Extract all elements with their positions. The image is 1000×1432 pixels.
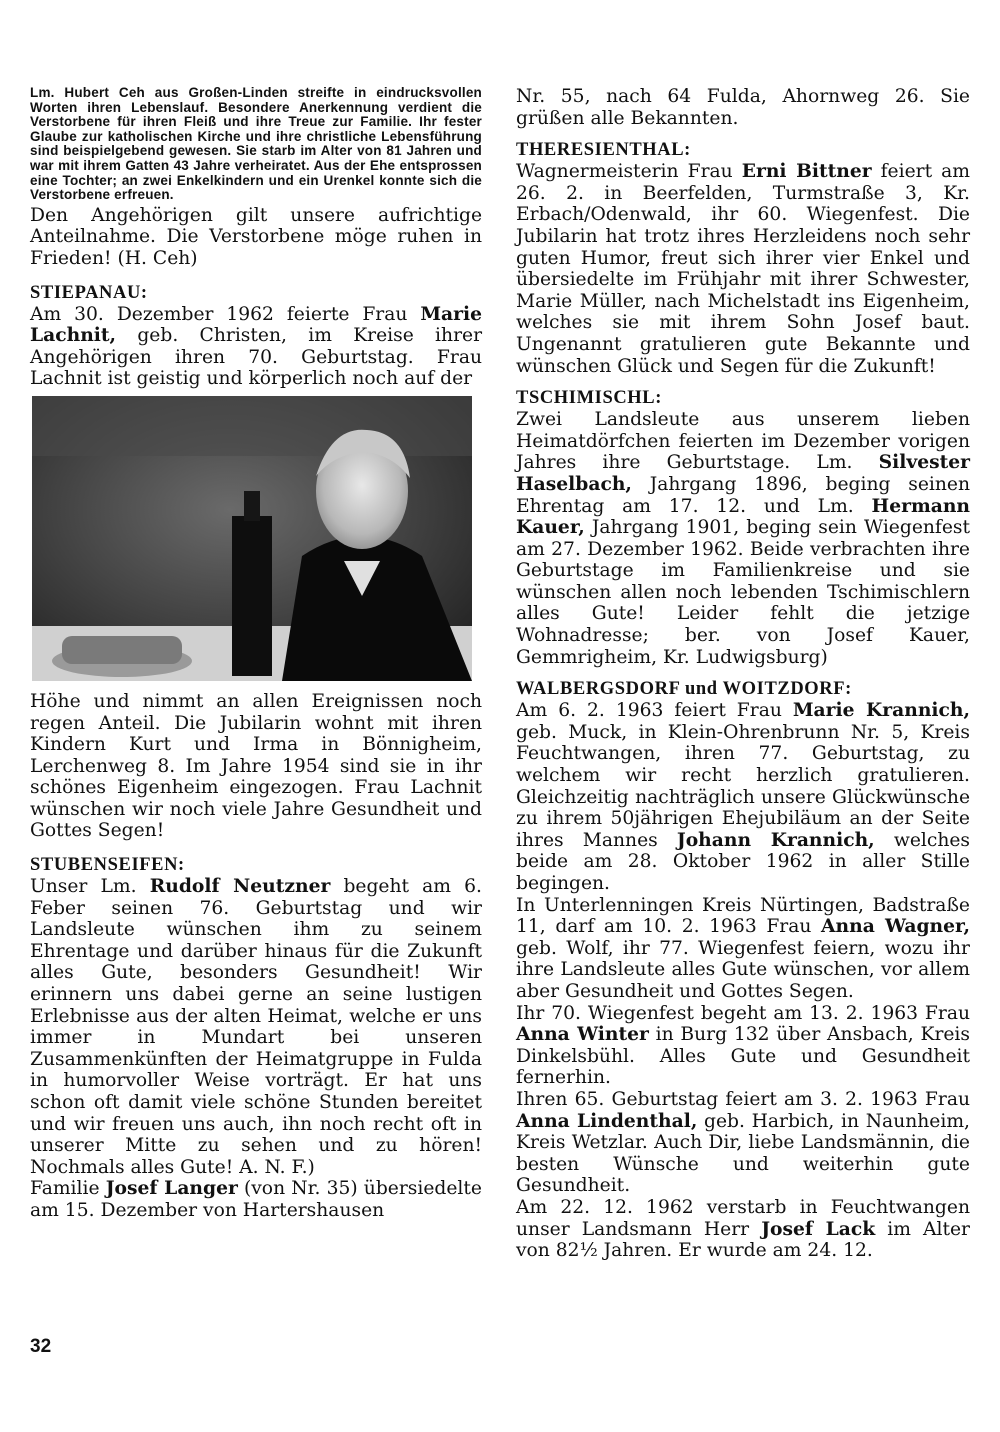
- page-number: 32: [30, 1336, 52, 1357]
- right-column: [516, 86, 970, 1262]
- walbergsdorf-paragraph-2: In Unterlenningen Kreis Nürtingen, Badstraße 11, darf am 10. 2. 1963 Frau Anna Wagner, geb. Wolf, ihr 77. Wiegenfest feiern, wozu ihr ihre Landsleute alles Gute wünschen, vor allem aber Gesundheit und Gottes Segen.: [516, 894, 970, 1002]
- heading-stubenseifen: STUBENSEIFEN:: [30, 855, 185, 876]
- stubenseifen-paragraph-1: Unser Lm. Rudolf Neutzner begeht am 6. Feber seinen 76. Geburtstag und wir Landsleute wünschen ihm zu seinem Ehrentage und darüber hinaus für die Zukunft alles Gute, besonders Gesundheit! Wir erinnern uns dabei gerne an seine lustigen Erlebnisse aus der alten Heimat, welche er uns immer in Mundart bei unseren Zusammenkünften der Heimatgruppe in Fulda in humorvoller Weise vorträgt. Er hat uns schon oft damit viele schöne Stunden bereitet und wir freuen uns auch, ihn noch recht oft in unserer Mitte zu sehen und zu hören! Nochmals alles Gute! A. N. F.): [30, 875, 482, 1178]
- heading-walbergsdorf: WALBERGSDORF und WOITZDORF:: [516, 679, 852, 700]
- walbergsdorf-paragraph-3: Ihr 70. Wiegenfest begeht am 13. 2. 1963 Frau Anna Winter in Burg 132 über Ansbach, Kreis Dinkelsbühl. Alles Gute und Gesundheit fernerhin.: [516, 1002, 971, 1089]
- obituary-closing: Den Angehörigen gilt unsere aufrichtige Anteilnahme. Die Verstorbene möge ruhen in Frieden! (H. Ceh): [30, 204, 482, 269]
- theresienthal-paragraph: Wagnermeisterin Frau Erni Bittner feiert am 26. 2. in Beerfelden, Turmstraße 3, Kr. Erbach/Odenwald, ihr 60. Wiegenfest. Die Jubilarin hat trotz ihres Herzleidens noch sehr guten Humor, freut sich ihrer vier Enkel und übersiedelte im Frühjahr mit ihrer Schwester, Marie Müller, nach Michelstadt ins Eigenheim, welches sie mit ihrem Sohn Josef baut. Ungenannt gratulieren gute Bekannte und wünschen Glück und Segen für die Zukunft!: [516, 160, 970, 377]
- walbergsdorf-paragraph-1: Am 6. 2. 1963 feiert Frau Marie Krannich, geb. Muck, in Klein-Ohrenbrunn Nr. 5, Kreis Feuchtwangen, ihren 77. Geburtstag, zu welchem wir recht herzlich gratulieren. Gleichzeitig nachträglich unsere Glückwünsche zu ihrem 50jährigen Ehejubiläum an der Seite ihres Mannes Johann Krannich, welches beide am 28. Oktober 1962 in aller Stille begingen.: [516, 699, 971, 894]
- walbergsdorf-paragraph-5: Am 22. 12. 1962 verstarb in Feuchtwangen unser Landsmann Herr Josef Lack im Alter von 82½ Jahren. Er wurde am 24. 12.: [516, 1196, 970, 1262]
- stiepanau-paragraph-2: Höhe und nimmt an allen Ereignissen noch regen Anteil. Die Jubilarin wohnt mit ihren Kindern Kurt und Irma in Bönnigheim, Lerchenweg 8. Im Jahre 1954 sind sie in ihr schönes Eigenheim eingezogen. Frau Lachnit wünschen wir noch viele Jahre Gesundheit und Gottes Segen!: [30, 690, 482, 842]
- person-name: Marie Krannich,: [792, 699, 970, 722]
- portrait-photo: [32, 396, 472, 681]
- heading-tschimischl: TSCHIMISCHL:: [516, 388, 662, 409]
- person-name: Josef Lack: [761, 1217, 876, 1240]
- person-name: Erni Bittner: [741, 160, 872, 183]
- obituary-intro: Lm. Hubert Ceh aus Großen-Linden streifte in eindrucksvollen Worten ihren Lebenslauf. Besondere Anerkennung verdient die Verstorbene für ihren Fleiß und ihre Treue zur Familie. Ihr fester Glaube zur katholischen Kirche und ihre christliche Lebensführung sind beispielgebend gewesen. Sie starb im Alter von 81 Jahren und war mit ihrem Gatten 43 Jahre verheiratet. Aus der Ehe entsprossen eine Tochter; an zwei Enkelkindern und ein Urenkel konnte sich die Verstorbene erfreuen.: [30, 85, 482, 203]
- person-name: Marie Lachnit,: [30, 302, 482, 347]
- tschimischl-paragraph: Zwei Landsleute aus unserem lieben Heimatdörfchen feierten im Dezember vorigen Jahres ihre Geburtstage. Lm. Silvester Haselbach, Jahrgang 1896, beging seinen Ehrentag am 17. 12. und Lm. Hermann Kauer, Jahrgang 1901, beging sein Wiegenfest am 27. Dezember 1962. Beide verbrachten ihre Geburtstage im Familienkreise und sie wünschen allen noch lebenden Tschimischlern alles Gute! Leider fehlt die jetzige Wohnadresse; ber. von Josef Kauer, Gemmrigheim, Kr. Ludwigsburg): [516, 409, 970, 668]
- person-name: Anna Lindenthal,: [516, 1109, 698, 1132]
- stubenseifen-paragraph-2: Familie Josef Langer (von Nr. 35) übersiedelte am 15. Dezember von Hartershausen: [30, 1177, 482, 1221]
- person-name: Johann Krannich,: [676, 828, 875, 851]
- person-name: Josef Langer: [105, 1177, 238, 1200]
- heading-stiepanau: STIEPANAU:: [30, 282, 148, 303]
- person-name: Hermann Kauer,: [516, 494, 970, 539]
- continued-paragraph: Nr. 55, nach 64 Fulda, Ahornweg 26. Sie grüßen alle Bekannten.: [516, 86, 970, 129]
- walbergsdorf-paragraph-4: Ihren 65. Geburtstag feiert am 3. 2. 1963 Frau Anna Lindenthal, geb. Harbich, in Naunheim, Kreis Wetzlar. Auch Dir, liebe Landsmännin, die besten Wünsche und weiterhin gute Gesundheit.: [516, 1088, 970, 1197]
- left-column: [30, 86, 482, 1222]
- heading-theresienthal: THERESIENTHAL:: [516, 140, 691, 161]
- person-name: Silvester Haselbach,: [516, 451, 970, 495]
- person-name: Rudolf Neutzner: [149, 875, 331, 898]
- person-name: Anna Winter: [516, 1023, 649, 1046]
- person-name: Anna Wagner,: [821, 915, 970, 938]
- stiepanau-paragraph-1: Am 30. Dezember 1962 feierte Frau Marie Lachnit, geb. Christen, im Kreise ihrer Angehörigen ihren 70. Geburtstag. Frau Lachnit ist geistig und körperlich noch auf der: [30, 302, 482, 390]
